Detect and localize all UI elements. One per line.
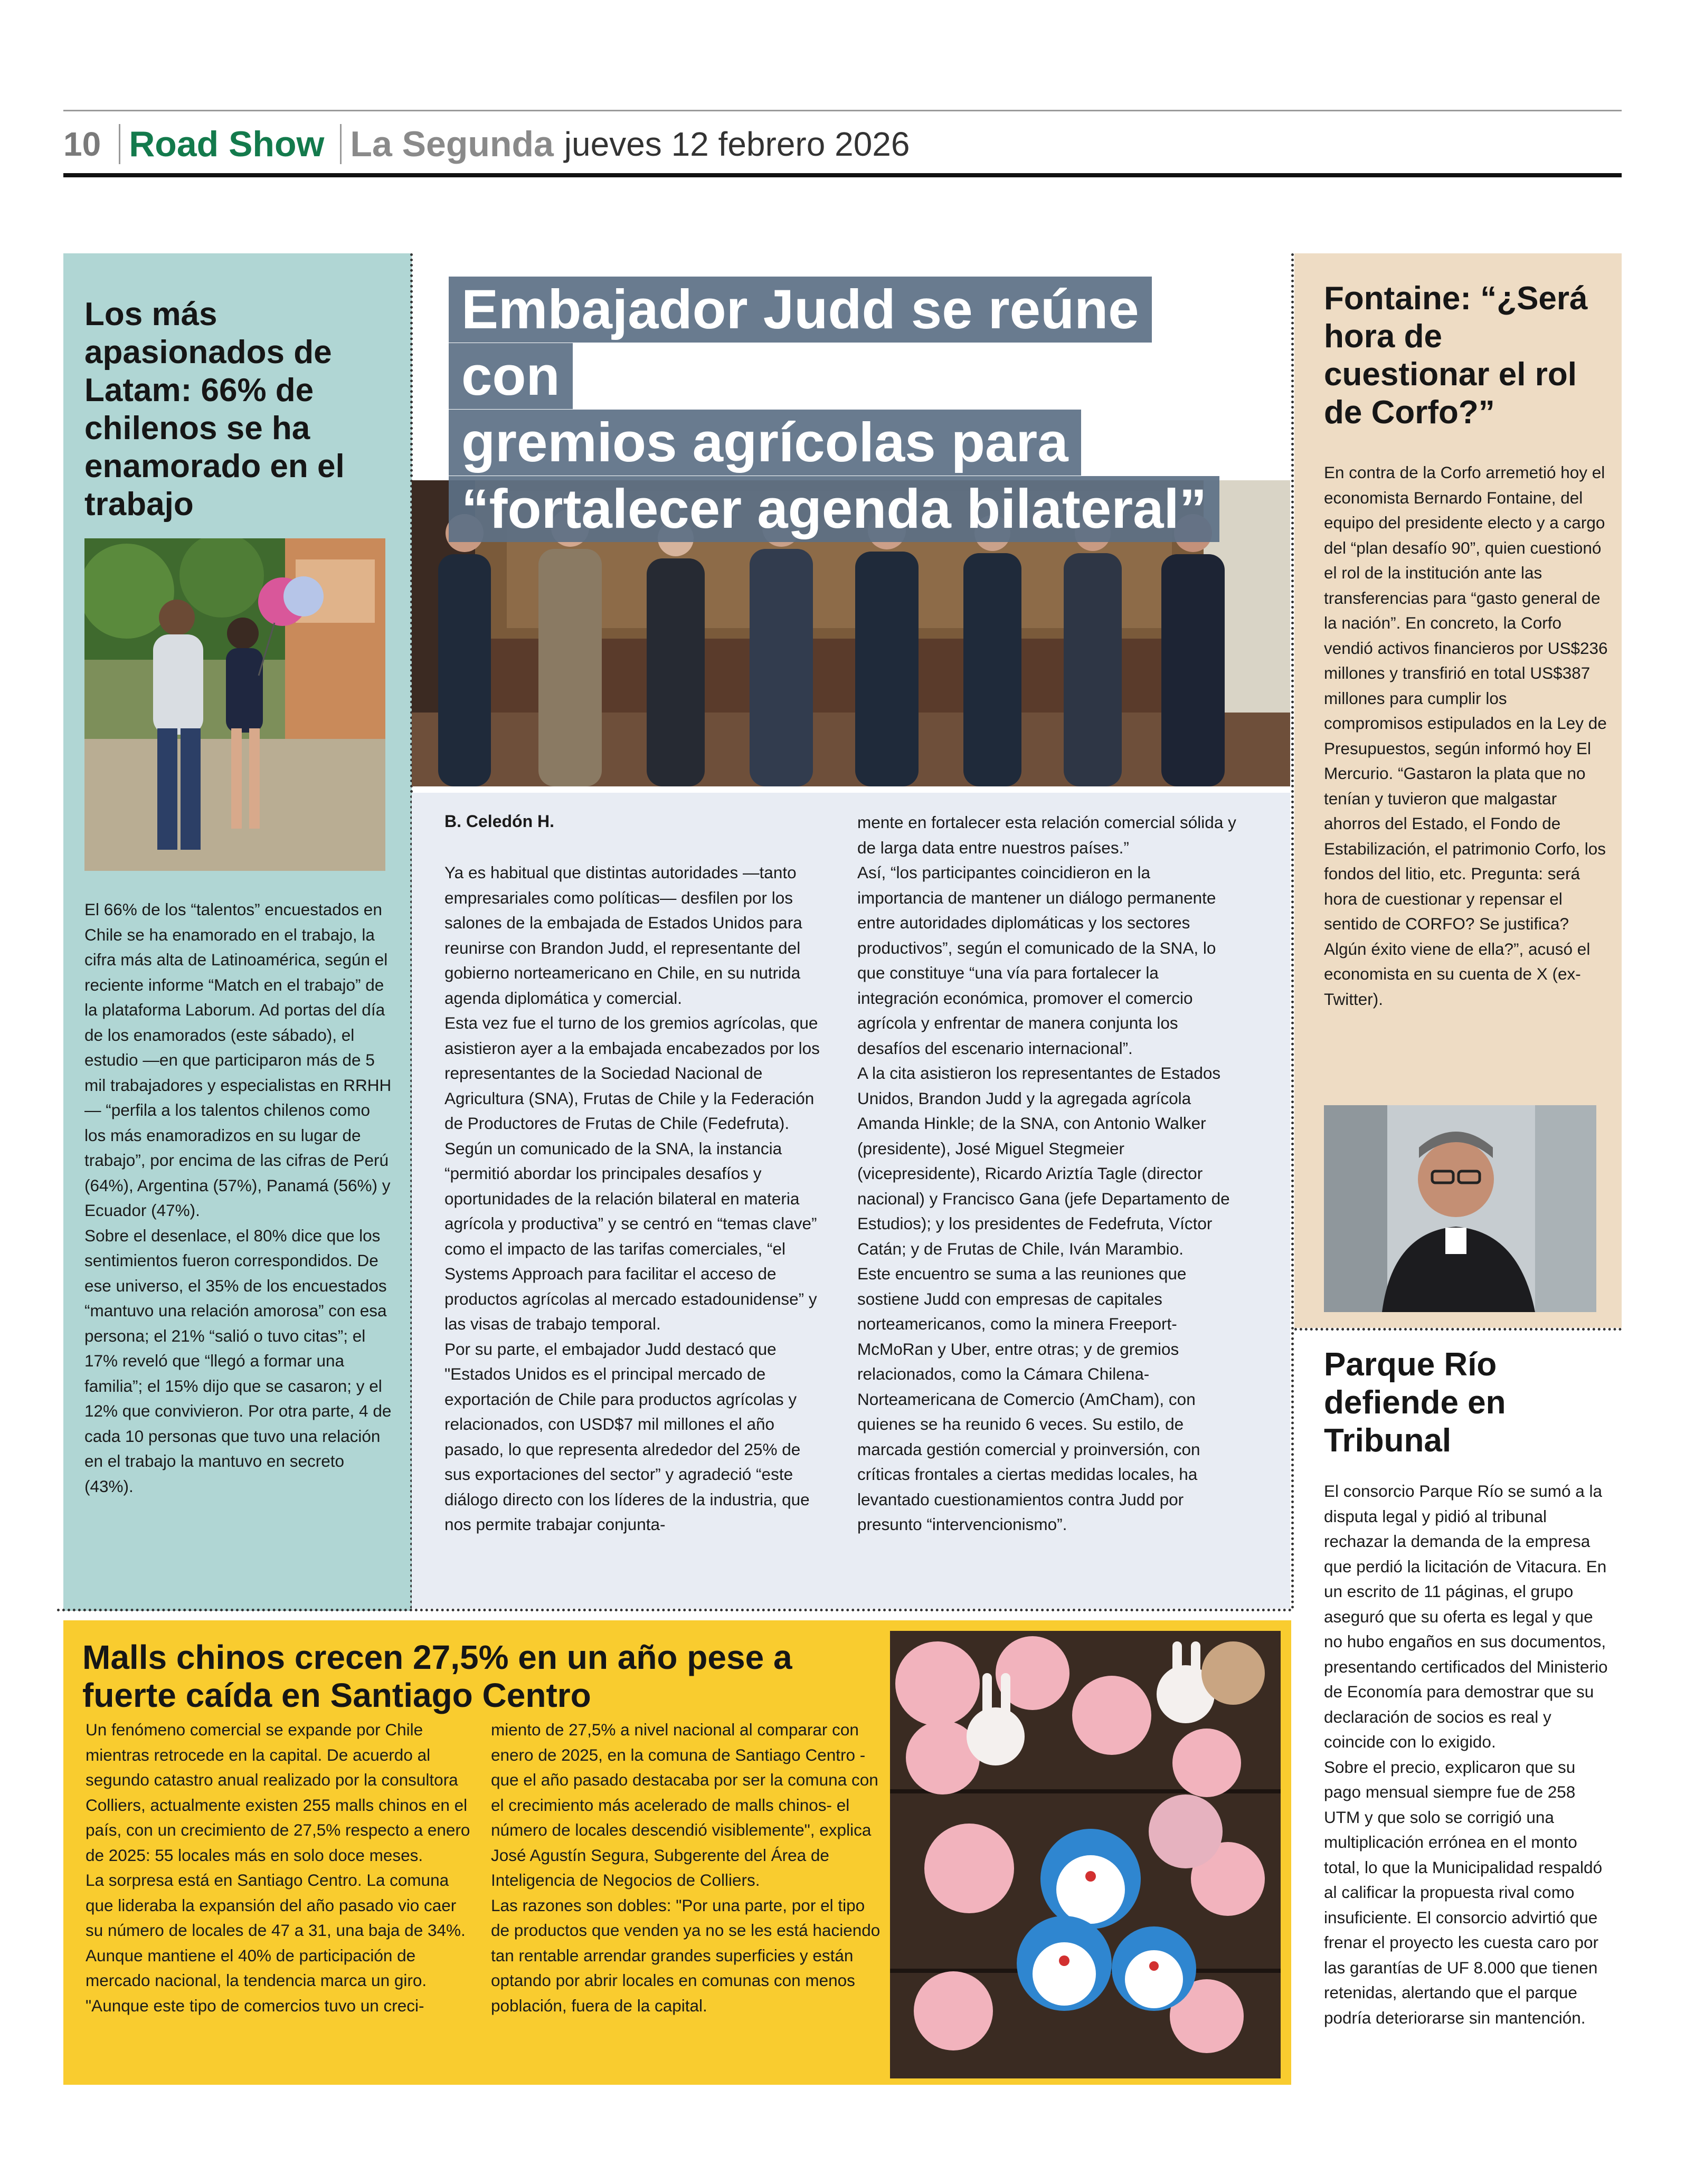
paragraph: Ya es habitual que distintas autoridades —tanto empresariales como políticas— desfilen por los salones de la embajada de Estados Unidos para reunirse con Brandon Judd, el representante del gobierno norteamericano en Chile, en su nutrida agenda diplomática y comercial. [444, 863, 802, 1008]
left-story-title: Los más apasionados de Latam: 66% de chilenos se ha enamorado en el trabajo [84, 296, 345, 523]
right-story-2-body [1324, 1479, 1609, 2030]
top-rule [63, 110, 1622, 111]
bottom-story-column-1 [86, 1717, 471, 2018]
paragraph: Sobre el precio, explicaron que su pago mensual siempre fue de 258 UTM y que solo se corrigió una multiplicación errónea en el monto total, lo que la Municipalidad respaldó al calificar la propuesta rival como insuficiente. El consorcio advirtió que frenar el proyecto les cuesta caro por las garantías de UF 8.000 que tienen retenidas, alertando que el parque podría deteriorarse sin mantención. [1324, 1757, 1603, 2027]
newspaper-name: La Segunda [350, 124, 554, 164]
headline-line: “fortalecer agenda bilateral” [449, 476, 1219, 542]
masthead [63, 115, 910, 173]
masthead-divider [340, 124, 342, 164]
paragraph: Así, “los participantes coincidieron en la importancia de mantener un diálogo permanente entre autoridades diplomáticas y los sectores productivos”, según el comunicado de la SNA, lo que constituye “una vía para fortalecer la integración económica, promover el comercio agrícola y enfrentar de manera conjunta los desafíos del escenario internacional”. [857, 863, 1216, 1058]
paragraph: Según un comunicado de la SNA, la instancia “permitió abordar los principales desafíos y oportunidades de la relación bilateral en materia agrícola y productiva” y se centró en “temas clave” como el impacto de las tarifas comerciales, “el Systems Approach para facilitar el acceso de productos agrícolas al mercado estadounidense” y las visas de trabajo temporal. [444, 1138, 817, 1333]
section-divider [1294, 1328, 1622, 1331]
right-story-title: Fontaine: “¿Será hora de cuestionar el rol de Corfo?” [1324, 280, 1588, 431]
bottom-story-column-2 [491, 1717, 882, 2018]
paragraph: miento de 27,5% a nivel nacional al comparar con enero de 2025, en la comuna de Santiago Centro -que el año pasado destacaba por ser la comuna con el crecimiento más acelerado de malls chinos- el número de locales descendió visiblemente", explica José Agustín Segura, Subgerente del Área de Inteligencia de Negocios de Colliers. [491, 1720, 878, 1889]
paragraph: Sobre el desenlace, el 80% dice que los sentimientos fueron correspondidos. De ese universo, el 35% de los encuestados “mantuvo una relación amorosa” con esa persona; el 21% “salió o tuvo citas”; el 17% reveló que “llegó a formar una familia”; el 15% dijo que se casaron; y el 12% que convivieron. Por otra parte, 4 de cada 10 personas que tuvo una relación en el trabajo la mantuvo en secreto (43%). [84, 1226, 392, 1496]
byline: B. Celedón H. [444, 812, 555, 831]
paragraph: Este encuentro se suma a las reuniones que sostiene Judd con empresas de capitales norteamericanos, como la minera Freeport-McMoRan y Uber, entre otras; y de gremios relacionados, como la Cámara Chilena-Norteamericana de Comercio (AmCham), con quienes se ha reunido 6 veces. Su estilo, de marcada gestión comercial y proinversión, con críticas frontales a ciertas medidas locales, ha levantado cuestionamientos contra Judd por presunto “intervencionismo”. [857, 1264, 1200, 1534]
paragraph: El consorcio Parque Río se sumó a la disputa legal y pidió al tribunal rechazar la demanda de la empresa que perdió la licitación de Vitacura. En un escrito de 11 páginas, el grupo aseguró que su oferta es legal y que no hubo engaños en sus documentos, presentando certificados del Ministerio de Economía para demostrar que su declaración de socios es real y coincide con lo exigido. [1324, 1482, 1608, 1751]
right-story-fontaine [1294, 253, 1622, 1328]
paragraph: Un fenómeno comercial se expande por Chile mientras retrocede en la capital. De acuerdo al segundo catastro anual realizado por la consultora Colliers, actualmente existen 255 malls chinos en el país, con un crecimiento de 27,5% respecto a enero de 2025: 55 locales más en solo doce meses. [86, 1720, 470, 1865]
bottom-story-title: Malls chinos crecen 27,5% en un año pese a fuerte caída en Santiago Centro [82, 1638, 792, 1714]
paragraph: La sorpresa está en Santiago Centro. La comuna que lideraba la expansión del año pasado vio caer su número de locales de 47 a 31, una baja de 34%. Aunque mantiene el 40% de participación de mercado nacional, la tendencia marca un giro. [86, 1870, 466, 1990]
couple-photo [84, 538, 385, 871]
left-story [63, 253, 412, 1611]
paragraph: Por su parte, el embajador Judd destacó que "Estados Unidos es el principal mercado de exportación de Chile para productos agrícolas y relacionados, con USD$7 mil millones el año pasado, lo que representa alrededor del 25% de sus exportaciones del sector” y agradeció “este diálogo directo con los líderes de la industria, que nos permite trabajar conjunta- [444, 1339, 810, 1534]
main-story-column-1 [444, 860, 825, 1537]
header-rule [63, 173, 1622, 177]
left-story-body [84, 897, 396, 1499]
headline-line: gremios agrícolas para [449, 410, 1081, 476]
bottom-story-malls [63, 1620, 1291, 2085]
headline-line: Embajador Judd se reúne con [449, 277, 1152, 409]
page-number: 10 [63, 125, 101, 163]
paragraph: "Aunque este tipo de comercios tuvo un creci- [86, 1996, 424, 2015]
main-story-column-2 [857, 810, 1237, 1537]
paragraph: El 66% de los “talentos” encuestados en Chile se ha enamorado en el trabajo, la cifra más alta de Latinoamérica, según el reciente informe “Match en el trabajo” de la plataforma Laborum. Ad portas del día de los enamorados (este sábado), el estudio —en que participaron más de 5 mil trabajadores y especialistas en RRHH— “perfila a los talentos chilenos como los más enamoradizos en su lugar de trabajo”, por encima de las cifras de Perú (64%), Argentina (57%), Panamá (56%) y Ecuador (47%). [84, 900, 392, 1220]
plush-toys-photo [890, 1631, 1281, 2078]
issue-date: jueves 12 febrero 2026 [564, 125, 910, 163]
column-divider [1291, 253, 1294, 1610]
right-story-body: En contra de la Corfo arremetió hoy el economista Bernardo Fontaine, del equipo del presidente electo y a cargo del “plan desafío 90”, quien cuestionó el rol de la institución ante las transferencias para “gasto general de la nación”. En concreto, la Corfo vendió activos financieros por US$236 millones y transfirió en total US$387 millones para cumplir los compromisos estipulados en la Ley de Presupuestos, según informó hoy El Mercurio. “Gastaron la plata que no tenían y tuvieron que malgastar ahorros del Estado, el Fondo de Estabilización, el patrimonio Corfo, los fondos del litio, etc. Pregunta: será hora de cuestionar y repensar el sentido de CORFO? Se justifica? Algún éxito viene de ella?”, acusó el economista en su cuenta de X (ex-Twitter). [1324, 463, 1608, 1009]
paragraph: mente en fortalecer esta relación comercial sólida y de larga data entre nuestros países.” [857, 813, 1236, 857]
paragraph: Las razones son dobles: "Por una parte, por el tipo de productos que venden ya no se les está haciendo tan rentable arrendar grandes superficies y están optando por abrir locales en comunas con menos población, fuera de la capital. [491, 1895, 881, 2015]
paragraph: Esta vez fue el turno de los gremios agrícolas, que asistieron ayer a la embajada encabezados por los representantes de la Sociedad Nacional de Agricultura (SNA), Frutas de Chile y la Federación de Productores de Frutas de Chile (Fedefruta). [444, 1013, 820, 1133]
section-name: Road Show [129, 124, 325, 164]
fontaine-portrait-photo [1324, 1105, 1596, 1312]
right-story-2-title: Parque Río defiende en Tribunal [1324, 1346, 1506, 1459]
masthead-divider [119, 124, 120, 164]
section-divider [57, 1609, 1292, 1611]
main-headline [433, 253, 1241, 540]
paragraph: A la cita asistieron los representantes de Estados Unidos, Brandon Judd y la agregada agrícola Amanda Hinkle; de la SNA, con Antonio Walker (presidente), José Miguel Stegmeier (vicepresidente), Ricardo Ariztía Tagle (director nacional) y Francisco Gana (jefe Departamento de Estudios); y los presidentes de Fedefruta, Víctor Catán; y de Frutas de Chile, Iván Marambio. [857, 1063, 1230, 1258]
